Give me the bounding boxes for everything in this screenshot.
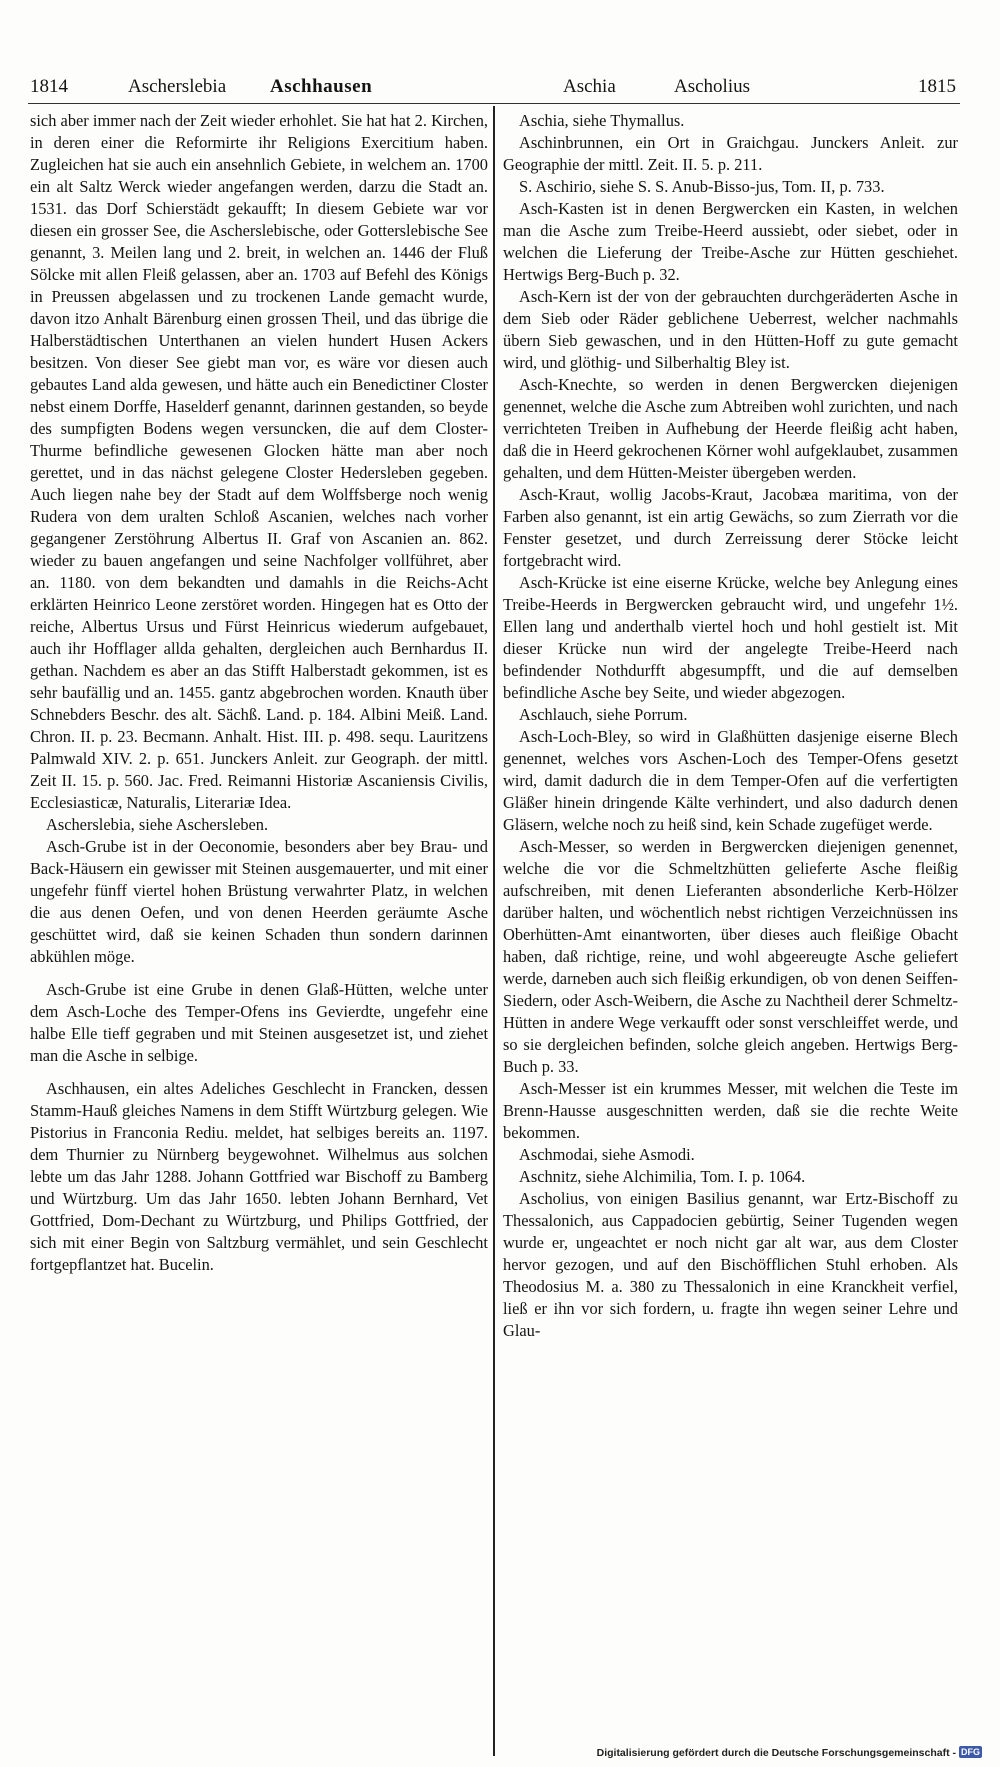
entry-asch-grube-oeconomie: Asch-Grube ist in der Oeconomie, besonders aber bey Brau- und Back-Häusern ein gewisser mit Steinen ausgemauerter, und mit einer ungefehr fünff viertel hohen Brüstung verwahrter Platz, in welchen die aus denen Oefen, und von denen Heerden geräumte Asche geschüttet wird, daß sie keinen Schaden thun sondern darinnen abkühlen möge. bbox=[30, 837, 488, 966]
left-running-head-entry: Aschhausen bbox=[270, 76, 373, 97]
right-page-number: 1815 bbox=[918, 76, 956, 97]
page-header bbox=[30, 76, 960, 106]
digitization-credit bbox=[597, 1746, 982, 1764]
entry-asch-kruecke: Asch-Krücke ist eine eiserne Krücke, welche bey Anlegung eines Treibe-Heerds in Bergwercken gebraucht wird, und ungefehr 1½. Ellen lang und anderthalb viertel hoch und hohl gestielt ist. Mit dieser Krücke nun wird der angelegte Treibe-Heerd nach befindender Nothdurfft abgesumpfft, und die auf demselben befindliche Asche bey Seite, und wieder abgezogen. bbox=[503, 573, 958, 702]
entry-asch-messer-personen: Asch-Messer, so werden in Bergwercken diejenigen genennet, welche die vor die Schmeltzhütten gelieferte Asche fleißig aufschreiben, mit denen Lieferanten absonderliche Kerb-Hölzer darüber halten, und wöchentlich nebst richtigen Verzeichnüssen ins Oberhütten-Amt einantworten, über dieses auch fleißige Obacht haben, daß richtige, reine, und wohl abgeereugte Asche geliefert werde, darneben auch sich fleißig erkundigen, ob von denen Seiffen-Siedern, oder Asch-Weibern, die Asche zu Nachtheil derer Schmeltz-Hütten in andere Wege verkaufft oder sonst verschleiffet werde, und so sie dergleichen befinden, solche gleich angeben. Hertwigs Berg-Buch p. 33. bbox=[503, 837, 958, 1076]
entry-continuation: sich aber immer nach der Zeit wieder erhohlet. Sie hat hat 2. Kirchen, in deren einer die Reformirte ihr Religions Exercitium haben. Zugleichen hat sie auch ein ansehnlich Gebiete, in welchem an. 1700 ein alt Saltz Werck wieder angefangen werden, darzu die Stadt an. 1531. das Dorf Schierstädt gekaufft; In diesem Gebiete war vor diesen ein grosser See, die Ascherslebische, oder Gotterslebische See genannt, 3. Meilen lang und 2. breit, in welchen an. 1446 der Fluß Sölcke mit allen Fleiß gelassen, aber an. 1703 auf Befehl des Königs in Preussen abgelassen und zu trockenen Lande gemacht wurde, davon itzo Anhalt Bärenburg einen grossen Theil, und das übrige die Halberstädtischen Unterthanen an vielen hundert Husen Ackers besitzen. Von dieser See giebt man vor, es wäre vor diesen auch gebautes Land alda gewesen, und hätte auch ein Benedictiner Closter nebst einem Dorffe, Haselderf genannt, darinnen gestanden, so beyde des sumpfigten Bodens wegen versuncken, die auf dem Closter-Thurme befindliche gewesenen Glocken hätte man aber noch gerettet, und in das nächst gelegene Closter Hedersleben gegeben. Auch liegen nahe bey der Stadt auf dem Wolffsberge noch wenig Rudera von dem uralten Schloß Ascanien, welches nach vorher gegangener Zerstöhrung Albertus II. Graf von Ascanien an. 862. wieder zu bauen angefangen und seine Nachfolger vollführet, aber an. 1180. von dem bekandten und damahls in die Reichs-Acht erklärten Heinrico Leone zerstöret worden. Hingegen hat es Otto der reiche, Albertus Ursus und Fürst Heinricus wiederum aufgebauet, auch ihr Hofflager allda gehalten, dergleichen auch Bernhardus II. gethan. Nachdem es aber an das Stifft Halberstadt gekommen, ist es sehr baufällig und an. 1455. gantz abgebrochen worden. Knauth über Schnebders Beschr. des alt. Sächß. Land. p. 184. Albini Meiß. Land. Chron. II. p. 23. Becmann. Anhalt. Hist. III. p. 498. sequ. Lauritzens Palmwald XIV. 2. p. 651. Junckers Anleit. zur Geograph. der mittl. Zeit II. 15. p. 560. Jac. Fred. Reimanni Historiæ Ascaniensis Civilis, Ecclesiasticæ, Naturalis, Literariæ Idea. bbox=[30, 111, 488, 812]
entry-ascholius: Ascholius, von einigen Basilius genannt, war Ertz-Bischoff zu Thessalonich, aus Cappadocien gebürtig, Seiner Tugenden wegen wurde er, ungeachtet er noch nicht gar alt war, aus dem Closter hervor gezogen, und auf den Bischöfflichen Stuhl erhoben. Als Theodosius M. a. 380 zu Thessalonich in eine Kranckheit verfiel, ließ er ihn vor sich fordern, u. fragte ihn wegen seiner Lehre und Glau- bbox=[503, 1189, 958, 1340]
header-rule bbox=[28, 103, 960, 104]
left-column bbox=[30, 110, 488, 1276]
entry-aschirio: S. Aschirio, siehe S. S. Anub-Bisso-jus, Tom. II, p. 733. bbox=[519, 177, 885, 196]
right-column bbox=[503, 110, 958, 1342]
entry-asch-messer-werkzeug: Asch-Messer ist ein krummes Messer, mit welchen die Teste im Brenn-Hausse ausgeschnitten werden, daß sie die rechte Weite bekommen. bbox=[503, 1079, 958, 1142]
credit-text: Digitalisierung gefördert durch die Deutsche Forschungsgemeinschaft - bbox=[596, 1747, 956, 1759]
entry-aschnitz: Aschnitz, siehe Alchimilia, Tom. I. p. 1064. bbox=[519, 1167, 806, 1186]
left-running-head-latin: Ascherslebia bbox=[128, 76, 227, 97]
entry-aschinbrunnen: Aschinbrunnen, ein Ort in Graichgau. Junckers Anleit. zur Geographie der mittl. Zeit. II. 5. p. 211. bbox=[503, 133, 958, 174]
column-divider bbox=[493, 106, 495, 1756]
entry-aschmodai: Aschmodai, siehe Asmodi. bbox=[519, 1145, 695, 1164]
entry-ascherslebia: Ascherslebia, siehe Aschersleben. bbox=[46, 815, 269, 834]
entry-asch-kasten: Asch-Kasten ist in denen Bergwercken ein Kasten, in welchen man die Asche zum Treibe-Heerd aussiebt, oder siebet, oder in welchen die Lieferung der Treibe-Asche zur Hütten geschiehet. Hertwigs Berg-Buch p. 32. bbox=[503, 199, 958, 284]
dfg-logo: DFG bbox=[961, 1747, 980, 1757]
entry-aschlauch: Aschlauch, siehe Porrum. bbox=[519, 705, 688, 724]
right-running-head-entry: Ascholius bbox=[674, 76, 750, 97]
right-running-head-latin: Aschia bbox=[563, 76, 616, 97]
entry-aschhausen: Aschhausen, ein altes Adeliches Geschlecht in Francken, dessen Stamm-Hauß gleiches Namens in dem Stifft Würtzburg gelegen. Wie Pistorius in Franconia Rediu. meldet, hat selbiges bereits an. 1197. dem Thurnier zu Nürnberg beygewohnet. Wilhelmus aus solchen lebte um das Jahr 1288. Johann Gottfried war Bischoff zu Bamberg und Würtzburg. Um das Jahr 1650. lebten Johann Bernhard, Vet Gottfried, Dom-Dechant zu Würtzburg, und Philips Gottfried, der sich mit einer Begin von Saltzburg vermählet, und sein Geschlecht fortgepflantzet hat. Bucelin. bbox=[30, 1079, 488, 1274]
left-page-number: 1814 bbox=[30, 76, 68, 97]
entry-asch-loch-bley: Asch-Loch-Bley, so wird in Glaßhütten dasjenige eiserne Blech genennet, welches vors Aschen-Loch des Temper-Ofens gesetzt wird, damit dadurch die in dem Temper-Ofen auf die verfertigten Gläßer hinein dringende Kälte verhindert, und also dadurch denen Gläsern, welche noch zu heiß sind, kein Schade zugefüget werde. bbox=[503, 727, 958, 834]
entry-aschia: Aschia, siehe Thymallus. bbox=[519, 111, 685, 130]
entry-asch-grube-glasshuette: Asch-Grube ist eine Grube in denen Glaß-Hütten, welche unter dem Asch-Loche des Temper-Ofens ins Gevierdte, ungefehr eine halbe Elle tieff gegraben und mit Steinen ausgesetzet ist, und ziehet man die Asche in selbige. bbox=[30, 980, 488, 1065]
entry-asch-knechte: Asch-Knechte, so werden in denen Bergwercken diejenigen genennet, welche die Asche zum Abtreiben wohl zurichten, und nach verrichteten Treiben in Aufhebung der Heerde fleißig acht haben, daß die in Heerd gekrochenen Körner wohl aufgeklaubet, zusammen gehalten, und dem Hütten-Meister übergeben werden. bbox=[503, 375, 958, 482]
entry-asch-kern: Asch-Kern ist der von der gebrauchten durchgeräderten Asche in dem Sieb oder Räder geblichene Ueberrest, welcher nachmahls übern Sieb gewaschen, und in den Hütten-Hoff zu gute gemacht wird, und glöthig- und Silberhaltig Bley ist. bbox=[503, 287, 958, 372]
entry-asch-kraut: Asch-Kraut, wollig Jacobs-Kraut, Jacobæa maritima, von der Farben also genannt, ist ein artig Gewächs, so zum Zierrath vor die Fenster gesetzet, und durch Zerreissung derer Stöcke leicht fortgebracht wird. bbox=[503, 485, 958, 570]
